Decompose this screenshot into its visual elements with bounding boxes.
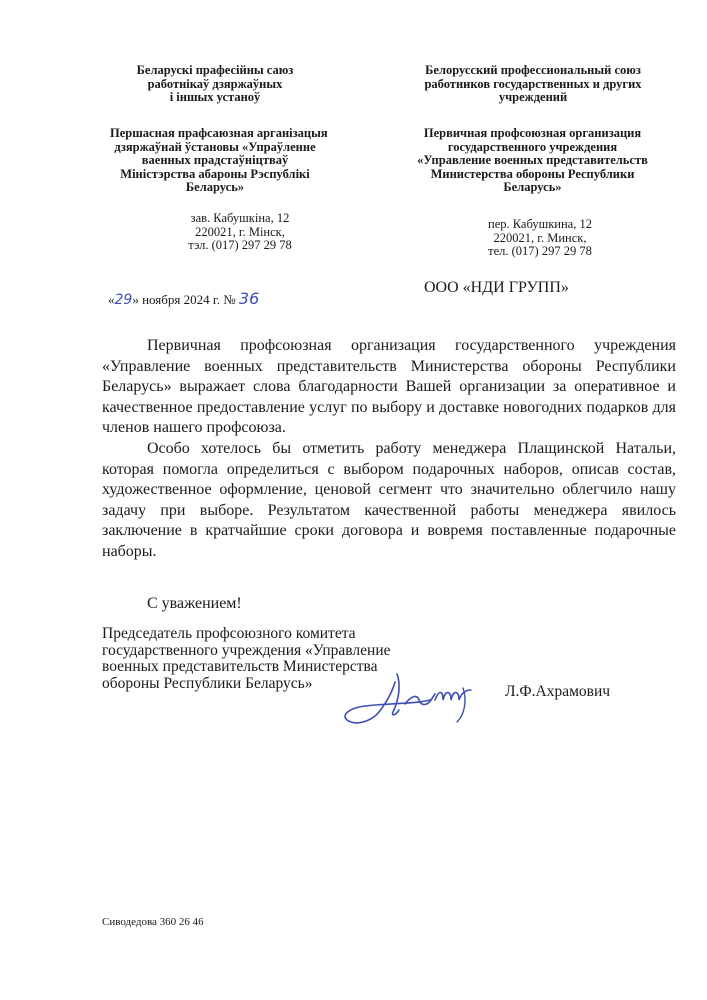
- handwritten-signature: [335, 660, 495, 740]
- left-union-name: Беларускі прафесійны саюз работнікаў дзяржаўных і іншых устаноў: [136, 63, 294, 104]
- left-address: зав. Кабушкіна, 12 220021, г. Мінск, тэл. (017) 297 29 78: [188, 211, 292, 252]
- left-org-name: Першасная прафсаюзная арганізацыя дзяржаўнай ўстановы «Упраўленне ваенных прадстаўніцтваў Міністэрства абароны Рэспублікі Беларусь»: [110, 126, 328, 194]
- closing: С уважением!: [147, 595, 242, 612]
- body-paragraph-1: Первичная профсоюзная организация государственного учреждения «Управление военных представительств Министерства обороны Республики Беларусь» выражает слова благодарности Вашей организации за оперативное и качественное предоставление услуг по выбору и доставке новогодних подарков для членов нашего профсоюза.: [102, 337, 676, 437]
- right-address: пер. Кабушкина, 12 220021, г. Минск, тел. (017) 297 29 78: [488, 217, 592, 258]
- date-line: [108, 289, 259, 308]
- date-close-quote: »: [132, 292, 139, 307]
- date-open-quote: «: [108, 292, 115, 307]
- signatory-title: Председатель профсоюзного комитета государственного учреждения «Управление военных представительств Министерства обороны Республики Беларусь»: [102, 625, 391, 692]
- signatory-name: Л.Ф.Ахрамович: [505, 683, 611, 700]
- document-number: 36: [238, 289, 260, 308]
- recipient: ООО «НДИ ГРУПП»: [424, 279, 569, 296]
- body-paragraph-2: Особо хотелось бы отметить работу менеджера Плащинской Натальи, которая помогла определиться с выбором подарочных наборов, описав состав, художественное оформление, ценовой сегмент что значительно облегчило нашу задачу при выборе. Результатом качественной работы менеджера явилось заключение в кратчайшие сроки договора и вовремя поставленные подарочные наборы.: [102, 439, 676, 560]
- footer-contact: Сиводедова 360 26 46: [102, 916, 204, 928]
- letter-body: [102, 336, 676, 563]
- date-day: 29: [114, 292, 133, 308]
- right-union-name: Белорусский профессиональный союз работников государственных и других учреждений: [424, 63, 642, 104]
- date-month-year: ноября 2024 г. №: [138, 292, 239, 307]
- right-org-name: Первичная профсоюзная организация государственного учреждения «Управление военных представительств Министерства обороны Республики Беларусь»: [417, 126, 648, 194]
